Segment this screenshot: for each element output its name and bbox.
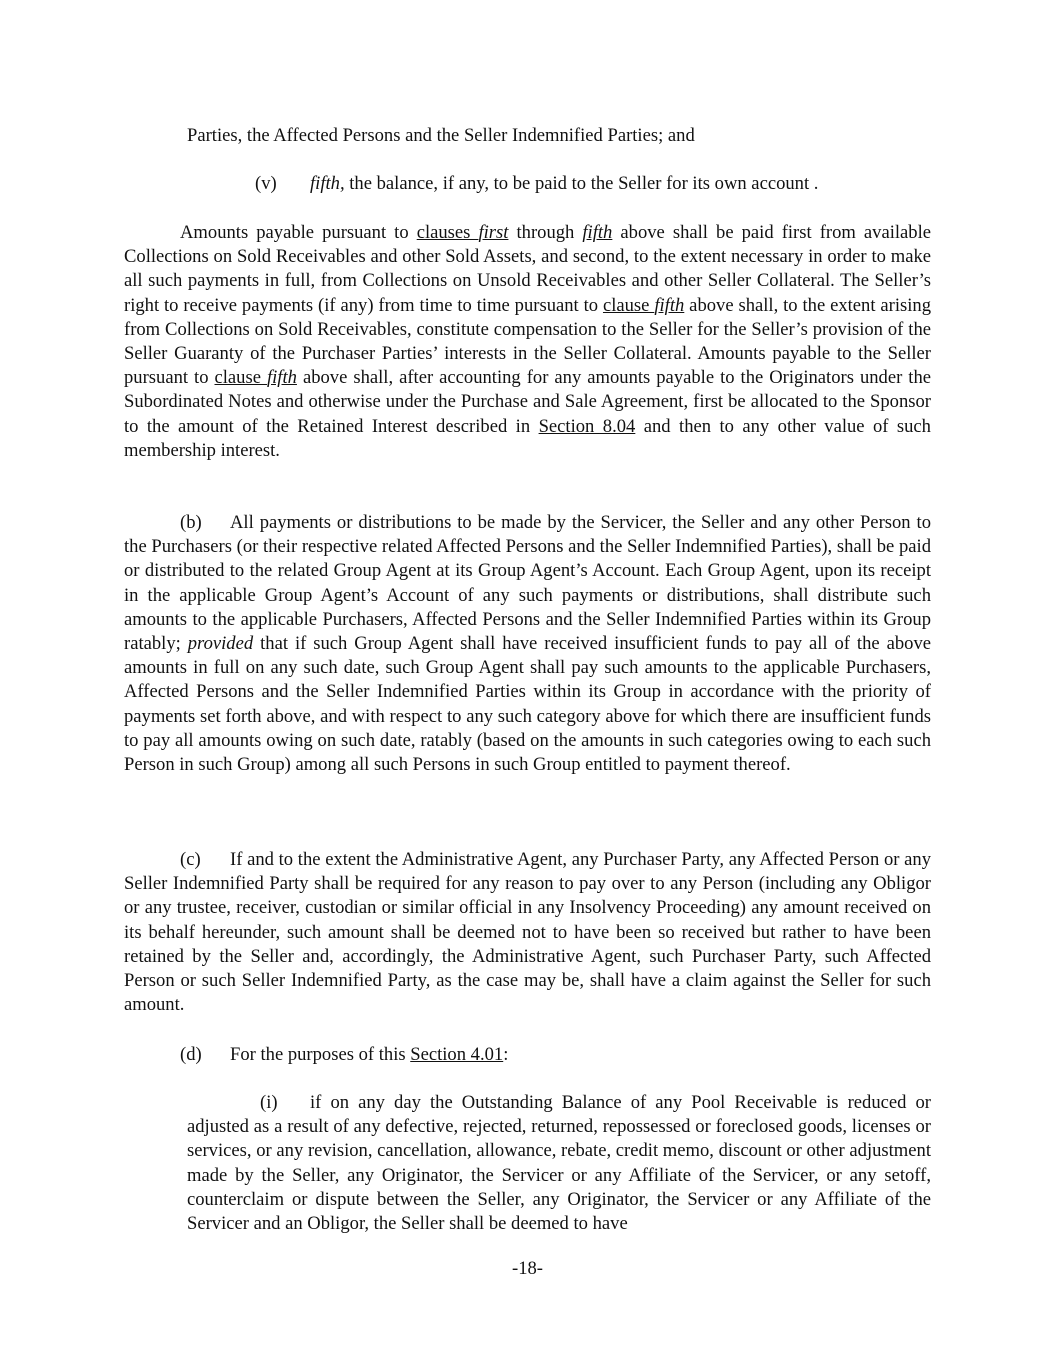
- text-run: clauses: [416, 222, 479, 243]
- text-run: clause: [214, 367, 267, 389]
- text-run: clause: [602, 294, 655, 316]
- text-run: If and to the extent the Administrative Agent, any Purchaser Party, any Affected Person or any Seller Indemnified Party shall be required for any reason to pay over to any Person (including any Obligor or any trustee, receiver, custodian or similar official in any Insolvency Proceeding) any amount received on its behalf hereunder, such amount shall be deemed not to have been so received but rather to have been retained by the Seller and, accordingly, the Administrative Agent, such Purchaser Party, such Affected Person or such Seller Indemnified Party, as the case may be, shall have a claim against the Seller for such amount.: [124, 849, 931, 1016]
- text-run: fifth: [266, 367, 297, 389]
- cross-reference: fifth: [582, 222, 613, 243]
- cross-reference: [215, 367, 297, 388]
- page-number: -18-: [512, 1258, 543, 1279]
- clause-v: [255, 172, 818, 196]
- clause-v-marker: (v): [255, 173, 277, 194]
- paragraph-amounts-payable: [124, 221, 931, 463]
- continuation-line: Parties, the Affected Persons and the Seller Indemnified Parties; and: [187, 125, 695, 146]
- clause-v-text: the balance, if any, to be paid to the Seller for its own account .: [344, 173, 819, 194]
- cross-reference: [603, 295, 684, 316]
- clause-i-marker: (i): [260, 1092, 278, 1113]
- clause-v-lead: fifth,: [310, 173, 345, 194]
- text-run: :: [503, 1044, 509, 1065]
- text-run: above shall be paid first from available Collections on Sold Receivables and other Sold Assets, and second, to the extent necessary in order to make all such payments in full, from Collections on Unsold Receivables and other Seller Collateral. The Seller’s right to receive payments (if any) from time to time pursuant to: [124, 222, 931, 316]
- text-run: above shall, to the extent arising from Collections on Sold Receivables, constitute compensation to the Seller for the Seller’s provision of the Seller Guaranty of the Purchaser Parties’ interests in the Seller Collateral. Amounts payable to the Seller pursuant to: [124, 294, 932, 389]
- text-run: All payments or distributions to be made by the Servicer, the Seller and any other Person to the Purchasers (or their respective related Affected Persons and the Seller Indemnified Parties), shall be paid or distributed to the related Group Agent at its Group Agent’s Account. Each Group Agent, upon its receipt in the applicable Group Agent’s Account of any such payments or distributions, shall distribute such amounts to the applicable Purchasers, Affected Persons and the Seller Indemnified Parties within its Group ratably;: [124, 512, 931, 655]
- text-run: provided: [187, 633, 254, 655]
- text-run: For the purposes of this: [230, 1044, 411, 1065]
- text-run: above shall, after accounting for any amounts payable to the Originators under the Subordinated Notes and otherwise under the Purchase and Sale Agreement, first be allocated to the Sponsor to the amount of the Retained Interest described in: [124, 367, 931, 437]
- cross-reference: Section 4.01: [410, 1044, 504, 1065]
- paragraph-c: [124, 848, 931, 1017]
- cross-reference: Section 8.04: [538, 415, 636, 437]
- paragraph-b: [124, 511, 931, 777]
- text-run: fifth: [654, 294, 685, 316]
- clause-i: [187, 1091, 931, 1236]
- text-run: that if such Group Agent shall have received insufficient funds to pay all of the above amounts in full on any such date, such Group Agent shall pay such amounts to the applicable Purchasers, Affected Persons and the Seller Indemnified Parties within its Group in accordance with the priority of payments set forth above, and with respect to any such category above for which there are insufficient funds to pay all amounts owing on such date, ratably (based on the amounts in such categories owing to each such Person in such Group) among all such Persons in such Group entitled to payment thereof.: [124, 633, 931, 776]
- paragraph-d-marker: (d): [180, 1044, 202, 1065]
- cross-reference: [417, 222, 509, 243]
- paragraph-b-marker: (b): [180, 512, 202, 533]
- text-run: through: [508, 222, 583, 243]
- text-run: Amounts payable pursuant to: [180, 222, 417, 243]
- text-run: and then to any other value of such membership interest.: [124, 415, 931, 461]
- paragraph-c-marker: (c): [180, 849, 201, 870]
- text-run: first: [478, 222, 509, 243]
- paragraph-d: [180, 1043, 508, 1067]
- text-run: if on any day the Outstanding Balance of any Pool Receivable is reduced or adjusted as a result of any defective, rejected, returned, repossessed or foreclosed goods, licenses or services, or any revision, cancellation, allowance, rebate, credit memo, discount or other adjustment made by the Seller, any Originator, the Servicer or any Affiliate of the Servicer, or any setoff, counterclaim or dispute between the Seller, any Originator, the Servicer or any Affiliate of the Servicer and an Obligor, the Seller shall be deemed to have: [187, 1092, 931, 1235]
